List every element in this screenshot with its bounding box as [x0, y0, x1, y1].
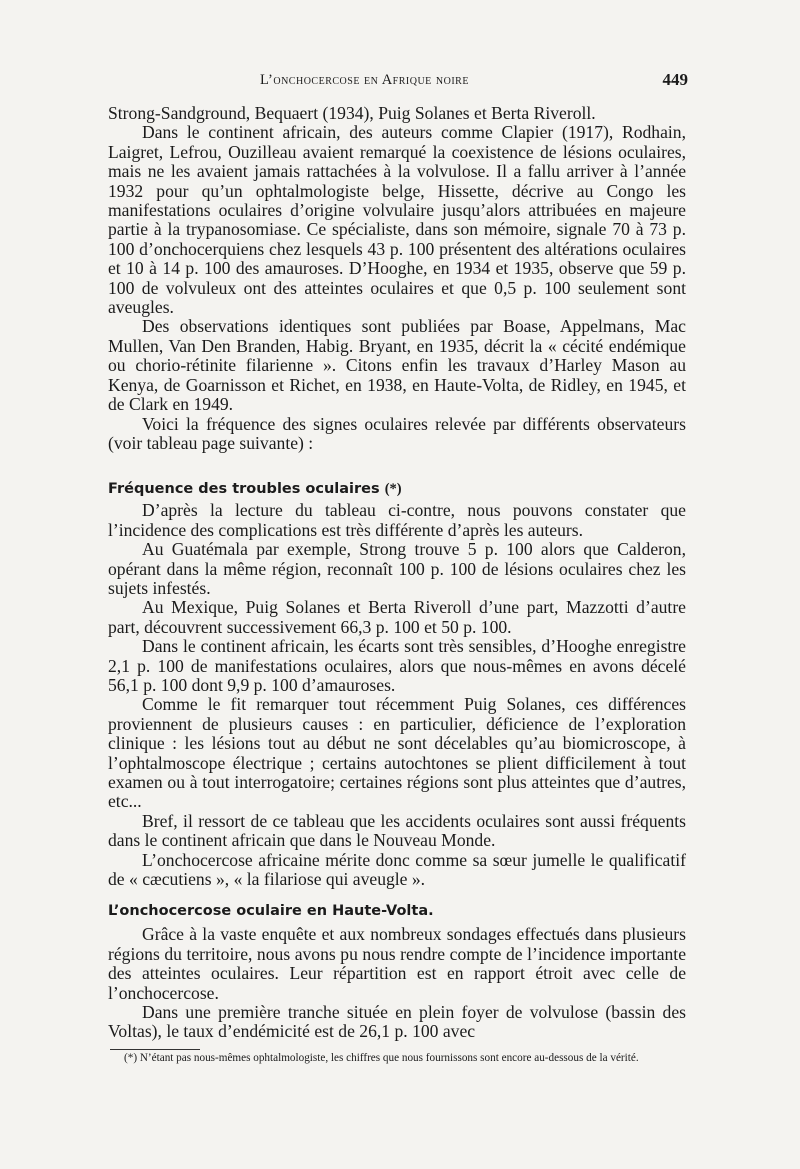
- paragraph: Grâce à la vaste enquête et aux nombreux sondages effectués dans plusieurs régions du territoire, nous avons pu nous rendre compte de l’incidence importante des atteintes oculaires. Leur répartition est en rapport étroit avec celle de l’onchocercose.: [108, 924, 686, 1003]
- footnote-marker: (*): [124, 1052, 138, 1064]
- section-heading: L’onchocercose oculaire en Haute-Volta.: [108, 903, 434, 920]
- footnote-reference: (*): [384, 481, 402, 498]
- paragraph: Dans une première tranche située en plein foyer de volvulose (bassin des Voltas), le taux d’endémicité est de 26,1 p. 100 avec: [108, 1002, 686, 1042]
- paragraph: L’onchocercose africaine mérite donc comme sa sœur jumelle le qualificatif de « cæcutiens », « la filariose qui aveugle ».: [108, 849, 686, 890]
- section-heading-text: Fréquence des troubles oculaires: [108, 481, 380, 498]
- footnote-text: N’étant pas nous-mêmes ophtalmologiste, les chiffres que nous fournissons sont encore au-dessous de la vérité.: [139, 1052, 639, 1064]
- paragraph: Strong-Sandground, Bequaert (1934), Puig Solanes et Berta Riveroll.: [108, 103, 596, 123]
- paragraph: Au Mexique, Puig Solanes et Berta Riveroll d’une part, Mazzotti d’autre part, découvrent successivement 66,3 p. 100 et 50 p. 100.: [108, 597, 686, 637]
- paragraph: Dans le continent africain, les écarts sont très sensibles, d’Hooghe enregistre 2,1 p. 100 de manifestations oculaires, alors que nous-mêmes en avons décelé 56,1 p. 100 dont 9,9 p. 100 d’amauroses.: [108, 636, 686, 695]
- page-header: [110, 70, 688, 94]
- paragraph: Comme le fit remarquer tout récemment Puig Solanes, ces différences proviennent de plusieurs causes : en particulier, déficience de l’exploration clinique : les lésions tout au début ne sont décelables qu’au biomicroscope, à l’ophtalmoscope électrique ; certains autochtones se plient difficilement à tout examen ou à tout interrogatoire; certaines régions sont plus atteintes que d’autres, etc...: [108, 694, 686, 812]
- page-number: 449: [662, 70, 688, 89]
- paragraph: D’après la lecture du tableau ci-contre, nous pouvons constater que l’incidence des complications est très différente d’après les auteurs.: [108, 500, 686, 540]
- paragraph: Au Guatémala par exemple, Strong trouve 5 p. 100 alors que Calderon, opérant dans la même région, reconnaît 100 p. 100 de lésions oculaires chez les sujets infestés.: [108, 539, 686, 598]
- paragraph: Voici la fréquence des signes oculaires relevée par différents observateurs (voir tableau page suivante) :: [108, 413, 686, 453]
- paragraph: Bref, il ressort de ce tableau que les accidents oculaires sont aussi fréquents dans le continent africain que dans le Nouveau Monde.: [108, 810, 686, 851]
- running-title: L’onchocercose en Afrique noire: [260, 72, 469, 88]
- footnote: [106, 1052, 686, 1065]
- section-heading: [108, 480, 686, 499]
- paragraph: Des observations identiques sont publiées par Boase, Appelmans, Mac Mullen, Van Den Branden, Habig. Bryant, en 1935, décrit la « cécité endémique ou chorio-rétinite filarienne ». Citons enfin les travaux d’Harley Mason au Kenya, de Goarnisson et Richet, en 1938, en Haute-Volta, de Ridley, en 1945, et de Clark en 1949.: [108, 316, 686, 415]
- body-text: [108, 104, 686, 1042]
- paragraph: Dans le continent africain, des auteurs comme Clapier (1917), Rodhain, Laigret, Lefrou, Ouzilleau avaient remarqué la coexistence de lésions oculaires, mais ne les avaient jamais rattachées à la volvulose. Il a fallu arriver à l’année 1932 pour qu’un ophtalmologiste belge, Hissette, décrive au Congo les manifestations oculaires d’origine volvulaire jusqu’alors attribuées en majeure partie à la trypanosomiase. Ce spécialiste, dans son mémoire, signale 70 à 73 p. 100 d’onchocerquiens chez lesquels 43 p. 100 présentent des altérations oculaires et 10 à 14 p. 100 des amauroses. D’Hooghe, en 1934 et 1935, observe que 59 p. 100 de volvuleux ont des atteintes oculaires et que 0,5 p. 100 seulement sont aveugles.: [108, 122, 686, 318]
- footnote-divider: [110, 1049, 200, 1050]
